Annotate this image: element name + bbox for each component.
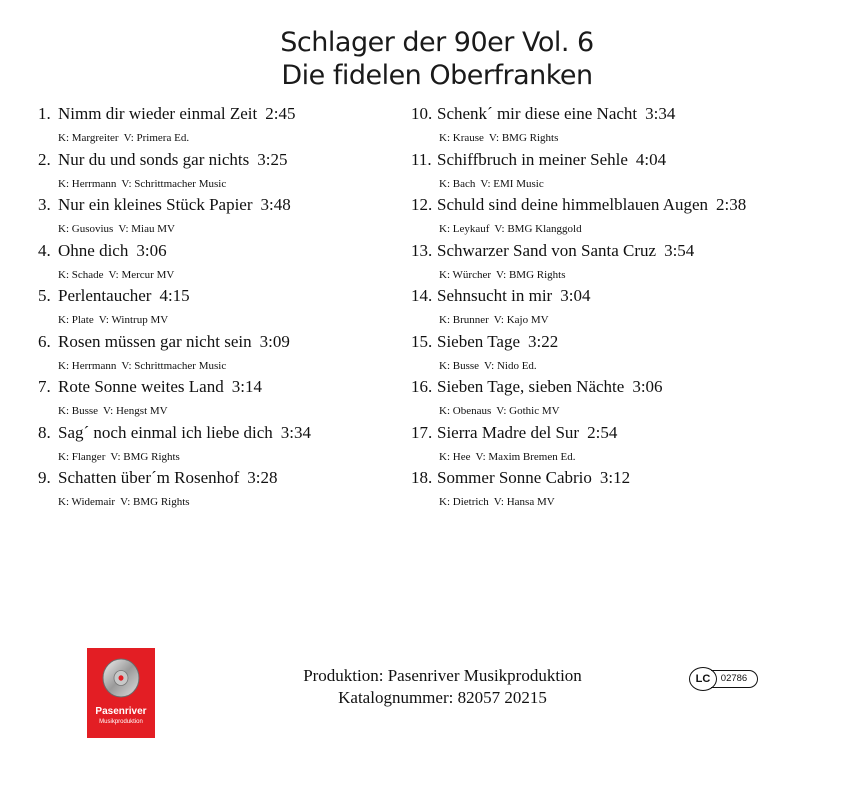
track-publisher: V: BMG Rights — [110, 450, 180, 463]
track-number: 10. — [411, 104, 433, 123]
track-title: Perlentaucher — [58, 286, 152, 305]
track-duration: 3:34 — [280, 422, 312, 442]
album-title-line1: Schlager der 90er Vol. 6 — [280, 27, 594, 58]
track-line — [411, 194, 831, 216]
track-item — [38, 331, 398, 377]
track-duration: 3:14 — [231, 377, 262, 396]
track-item — [411, 422, 831, 468]
track-item — [411, 240, 831, 286]
track-publisher: V: Nido Ed. — [484, 359, 537, 372]
track-number: 3. — [38, 195, 51, 214]
track-item — [411, 467, 831, 513]
track-line — [38, 422, 398, 444]
track-item — [38, 149, 398, 195]
track-duration: 3:48 — [260, 195, 291, 214]
track-composer: K: Busse — [58, 405, 99, 417]
track-publisher: V: Miau MV — [118, 223, 175, 235]
track-line — [38, 194, 398, 216]
track-number: 2. — [38, 149, 51, 169]
track-publisher: V: BMG Rights — [120, 496, 190, 508]
track-item — [411, 103, 831, 149]
track-number: 16. — [411, 377, 433, 396]
track-publisher: V: EMI Music — [480, 177, 544, 190]
track-credits — [58, 131, 398, 145]
track-number: 5. — [38, 286, 51, 305]
track-duration: 3:22 — [528, 331, 559, 351]
track-composer: K: Würcher — [439, 268, 492, 281]
label-code — [689, 667, 763, 691]
production-info — [270, 665, 615, 709]
track-line — [411, 467, 831, 489]
logo-name: Pasenriver — [95, 706, 147, 717]
track-line — [38, 376, 398, 398]
track-duration: 4:15 — [159, 286, 190, 305]
track-title: Nur ein kleines Stück Papier — [58, 195, 253, 214]
track-number: 8. — [38, 422, 51, 442]
track-title: Nimm dir wieder einmal Zeit — [58, 104, 258, 123]
track-number: 1. — [38, 104, 51, 123]
track-number: 14. — [411, 286, 433, 305]
track-composer: K: Busse — [439, 359, 480, 372]
track-duration: 3:04 — [560, 286, 591, 305]
track-publisher: V: Hengst MV — [103, 405, 168, 417]
track-line — [38, 467, 398, 489]
track-duration: 2:45 — [265, 104, 296, 123]
track-credits — [58, 177, 398, 191]
track-credits — [439, 404, 831, 418]
track-title: Sieben Tage — [437, 331, 520, 351]
track-number: 9. — [38, 468, 51, 487]
production-line: Produktion: Pasenriver Musikproduktion — [303, 666, 582, 685]
track-duration: 3:25 — [257, 149, 288, 169]
track-title: Schiffbruch in meiner Sehle — [437, 149, 628, 169]
track-title: Nur du und sonds gar nichts — [58, 149, 250, 169]
track-item — [411, 331, 831, 377]
track-duration: 3:54 — [664, 240, 695, 260]
track-item — [38, 422, 398, 468]
track-composer: K: Hee — [439, 450, 471, 463]
track-number: 11. — [411, 149, 432, 169]
track-item — [38, 376, 398, 422]
track-title: Rote Sonne weites Land — [58, 377, 224, 396]
track-title: Sehnsucht in mir — [437, 286, 553, 305]
track-line — [38, 331, 398, 353]
track-credits — [439, 222, 831, 236]
track-composer: K: Herrmann — [58, 177, 117, 190]
track-composer: K: Obenaus — [439, 405, 492, 417]
track-credits — [439, 359, 831, 373]
track-composer: K: Leykauf — [439, 223, 490, 235]
track-line — [411, 376, 831, 398]
track-credits — [58, 495, 398, 509]
track-number: 4. — [38, 240, 51, 260]
track-credits — [58, 404, 398, 418]
track-number: 18. — [411, 468, 433, 487]
track-composer: K: Herrmann — [58, 359, 117, 372]
track-item — [411, 285, 831, 331]
track-line — [38, 103, 398, 125]
track-composer: K: Dietrich — [439, 496, 489, 508]
track-composer: K: Brunner — [439, 314, 489, 326]
track-item — [38, 240, 398, 286]
cd-disc-icon — [101, 654, 141, 700]
pasenriver-logo — [87, 648, 155, 738]
track-publisher: V: BMG Klanggold — [494, 223, 582, 235]
track-credits — [58, 450, 398, 464]
track-line — [38, 285, 398, 307]
track-composer: K: Krause — [439, 132, 484, 144]
track-item — [411, 194, 831, 240]
track-line — [411, 240, 831, 262]
track-publisher: V: Mercur MV — [108, 268, 175, 281]
track-duration: 3:12 — [599, 468, 631, 487]
track-publisher: V: Kajo MV — [493, 314, 549, 326]
track-title: Schenk´ mir diese eine Nacht — [437, 104, 638, 123]
track-number: 17. — [411, 422, 433, 442]
track-title: Ohne dich — [58, 240, 129, 260]
track-title: Sieben Tage, sieben Nächte — [437, 377, 625, 396]
track-duration: 3:09 — [259, 331, 290, 351]
track-credits — [439, 313, 831, 327]
track-publisher: V: BMG Rights — [496, 268, 566, 281]
track-publisher: V: Schrittmacher Music — [121, 359, 227, 372]
track-item — [38, 467, 398, 513]
track-composer: K: Schade — [58, 268, 104, 281]
track-publisher: V: Primera Ed. — [123, 132, 190, 144]
track-credits — [439, 495, 831, 509]
track-item — [411, 149, 831, 195]
track-item — [38, 103, 398, 149]
track-title: Sierra Madre del Sur — [437, 422, 580, 442]
track-composer: K: Flanger — [58, 450, 106, 463]
track-line — [411, 285, 831, 307]
track-title: Rosen müssen gar nicht sein — [58, 331, 252, 351]
track-line — [411, 103, 831, 125]
track-title: Schuld sind deine himmelblauen Augen — [437, 195, 709, 214]
track-duration: 3:06 — [136, 240, 167, 260]
track-credits — [439, 177, 831, 191]
track-credits — [439, 131, 831, 145]
track-duration: 3:34 — [645, 104, 676, 123]
track-duration: 2:54 — [587, 422, 618, 442]
catalog-number: Katalognummer: 82057 20215 — [338, 688, 547, 707]
track-duration: 4:04 — [635, 149, 667, 169]
track-line — [411, 149, 831, 171]
album-title — [0, 26, 857, 92]
track-publisher: V: Maxim Bremen Ed. — [475, 450, 576, 463]
track-item — [411, 376, 831, 422]
track-duration: 3:28 — [247, 468, 278, 487]
track-publisher: V: BMG Rights — [488, 132, 559, 144]
tracklist-right — [411, 103, 831, 513]
logo-subtitle: Musikproduktion — [99, 719, 143, 725]
track-duration: 3:06 — [632, 377, 663, 396]
track-title: Sag´ noch einmal ich liebe dich — [58, 422, 273, 442]
track-credits — [58, 313, 398, 327]
track-duration: 2:38 — [716, 195, 747, 214]
track-number: 13. — [411, 240, 433, 260]
track-composer: K: Gusovius — [58, 223, 114, 235]
track-line — [38, 149, 398, 171]
label-code-badge: LC — [689, 667, 717, 691]
track-credits — [58, 359, 398, 373]
track-line — [38, 240, 398, 262]
track-publisher: V: Hansa MV — [493, 496, 555, 508]
track-number: 6. — [38, 331, 51, 351]
track-title: Schatten über´m Rosenhof — [58, 468, 240, 487]
label-code-number: 02786 — [711, 670, 758, 688]
track-publisher: V: Gothic MV — [496, 405, 560, 417]
track-credits — [58, 268, 398, 282]
track-credits — [58, 222, 398, 236]
track-number: 15. — [411, 331, 433, 351]
track-title: Schwarzer Sand von Santa Cruz — [437, 240, 657, 260]
track-line — [411, 331, 831, 353]
track-title: Sommer Sonne Cabrio — [437, 468, 592, 487]
track-item — [38, 285, 398, 331]
track-publisher: V: Schrittmacher Music — [121, 177, 227, 190]
track-credits — [439, 450, 831, 464]
track-number: 7. — [38, 377, 51, 396]
track-composer: K: Bach — [439, 177, 476, 190]
album-title-line2: Die fidelen Oberfranken — [281, 60, 593, 91]
track-number: 12. — [411, 195, 433, 214]
track-credits — [439, 268, 831, 282]
track-composer: K: Widemair — [58, 496, 116, 508]
track-composer: K: Plate — [58, 314, 94, 326]
track-publisher: V: Wintrup MV — [98, 314, 169, 326]
track-line — [411, 422, 831, 444]
track-composer: K: Margreiter — [58, 132, 119, 144]
tracklist-left — [38, 103, 398, 513]
track-item — [38, 194, 398, 240]
